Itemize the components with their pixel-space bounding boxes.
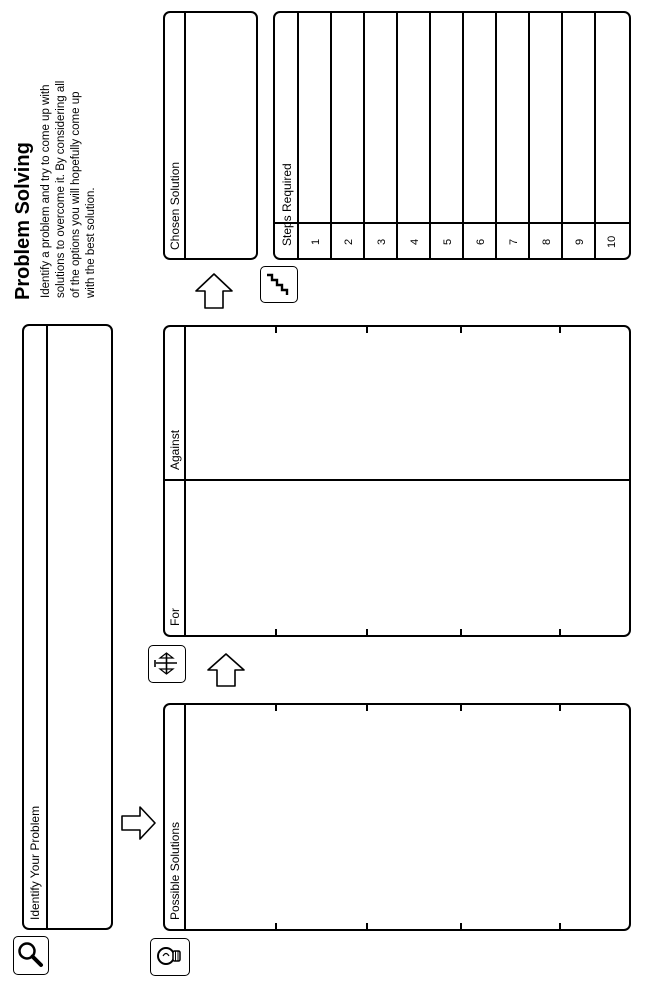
possible-solutions-label: Possible Solutions <box>168 821 182 920</box>
step-row-divider <box>363 13 365 258</box>
page-description <box>39 81 99 298</box>
description-line: with the best solution. <box>85 187 97 298</box>
scales-icon <box>148 645 186 683</box>
step-number: 3 <box>376 238 388 245</box>
tick-mark <box>366 629 368 637</box>
step-number: 10 <box>606 235 618 248</box>
tick-mark <box>366 703 368 711</box>
arrow-icon <box>194 272 234 310</box>
arrow-icon <box>206 652 246 688</box>
step-number: 1 <box>310 238 322 245</box>
step-row-divider <box>396 13 398 258</box>
tick-mark <box>559 923 561 931</box>
arrow-icon <box>120 804 158 842</box>
step-number: 6 <box>475 238 487 245</box>
description-line: Identify a problem and try to come up with <box>40 84 52 298</box>
step-row-divider <box>462 13 464 258</box>
tick-mark <box>559 629 561 637</box>
step-number: 2 <box>343 238 355 245</box>
step-row-divider <box>594 13 596 258</box>
step-number: 5 <box>442 238 454 245</box>
step-row-divider <box>495 13 497 258</box>
step-number: 4 <box>409 238 421 245</box>
magnifier-icon <box>13 936 49 975</box>
page-title: Problem Solving <box>12 142 34 300</box>
for-against-header-divider <box>184 327 186 635</box>
step-row-divider <box>429 13 431 258</box>
step-number: 8 <box>541 238 553 245</box>
tick-mark <box>460 923 462 931</box>
against-label: Against <box>168 429 182 470</box>
tick-mark <box>275 629 277 637</box>
tick-mark <box>275 923 277 931</box>
lightbulb-icon <box>150 938 190 976</box>
identify-problem-label: Identify Your Problem <box>28 805 42 920</box>
for-against-box[interactable] <box>163 325 631 637</box>
tick-mark <box>559 325 561 333</box>
tick-mark <box>460 629 462 637</box>
for-against-divider <box>165 479 629 481</box>
step-number: 9 <box>574 238 586 245</box>
step-number: 7 <box>508 238 520 245</box>
tick-mark <box>275 703 277 711</box>
tick-mark <box>559 703 561 711</box>
possible-solutions-box[interactable] <box>163 703 631 931</box>
tick-mark <box>275 325 277 333</box>
step-row-divider <box>561 13 563 258</box>
steps-number-divider <box>275 222 629 224</box>
chosen-header-divider <box>184 13 186 258</box>
tick-mark <box>366 923 368 931</box>
tick-mark <box>366 325 368 333</box>
staircase-icon <box>260 266 298 303</box>
description-line: solutions to overcome it. By considering all <box>55 80 67 298</box>
step-row-divider <box>330 13 332 258</box>
tick-mark <box>460 703 462 711</box>
for-label: For <box>168 608 182 626</box>
tick-mark <box>460 325 462 333</box>
chosen-solution-label: Chosen Solution <box>168 161 182 250</box>
description-line: of the options you will hopefully come up <box>70 91 82 298</box>
identify-header-divider <box>46 326 48 928</box>
possible-header-divider <box>184 705 186 929</box>
step-row-divider <box>528 13 530 258</box>
steps-required-label: Steps Required <box>280 163 294 246</box>
